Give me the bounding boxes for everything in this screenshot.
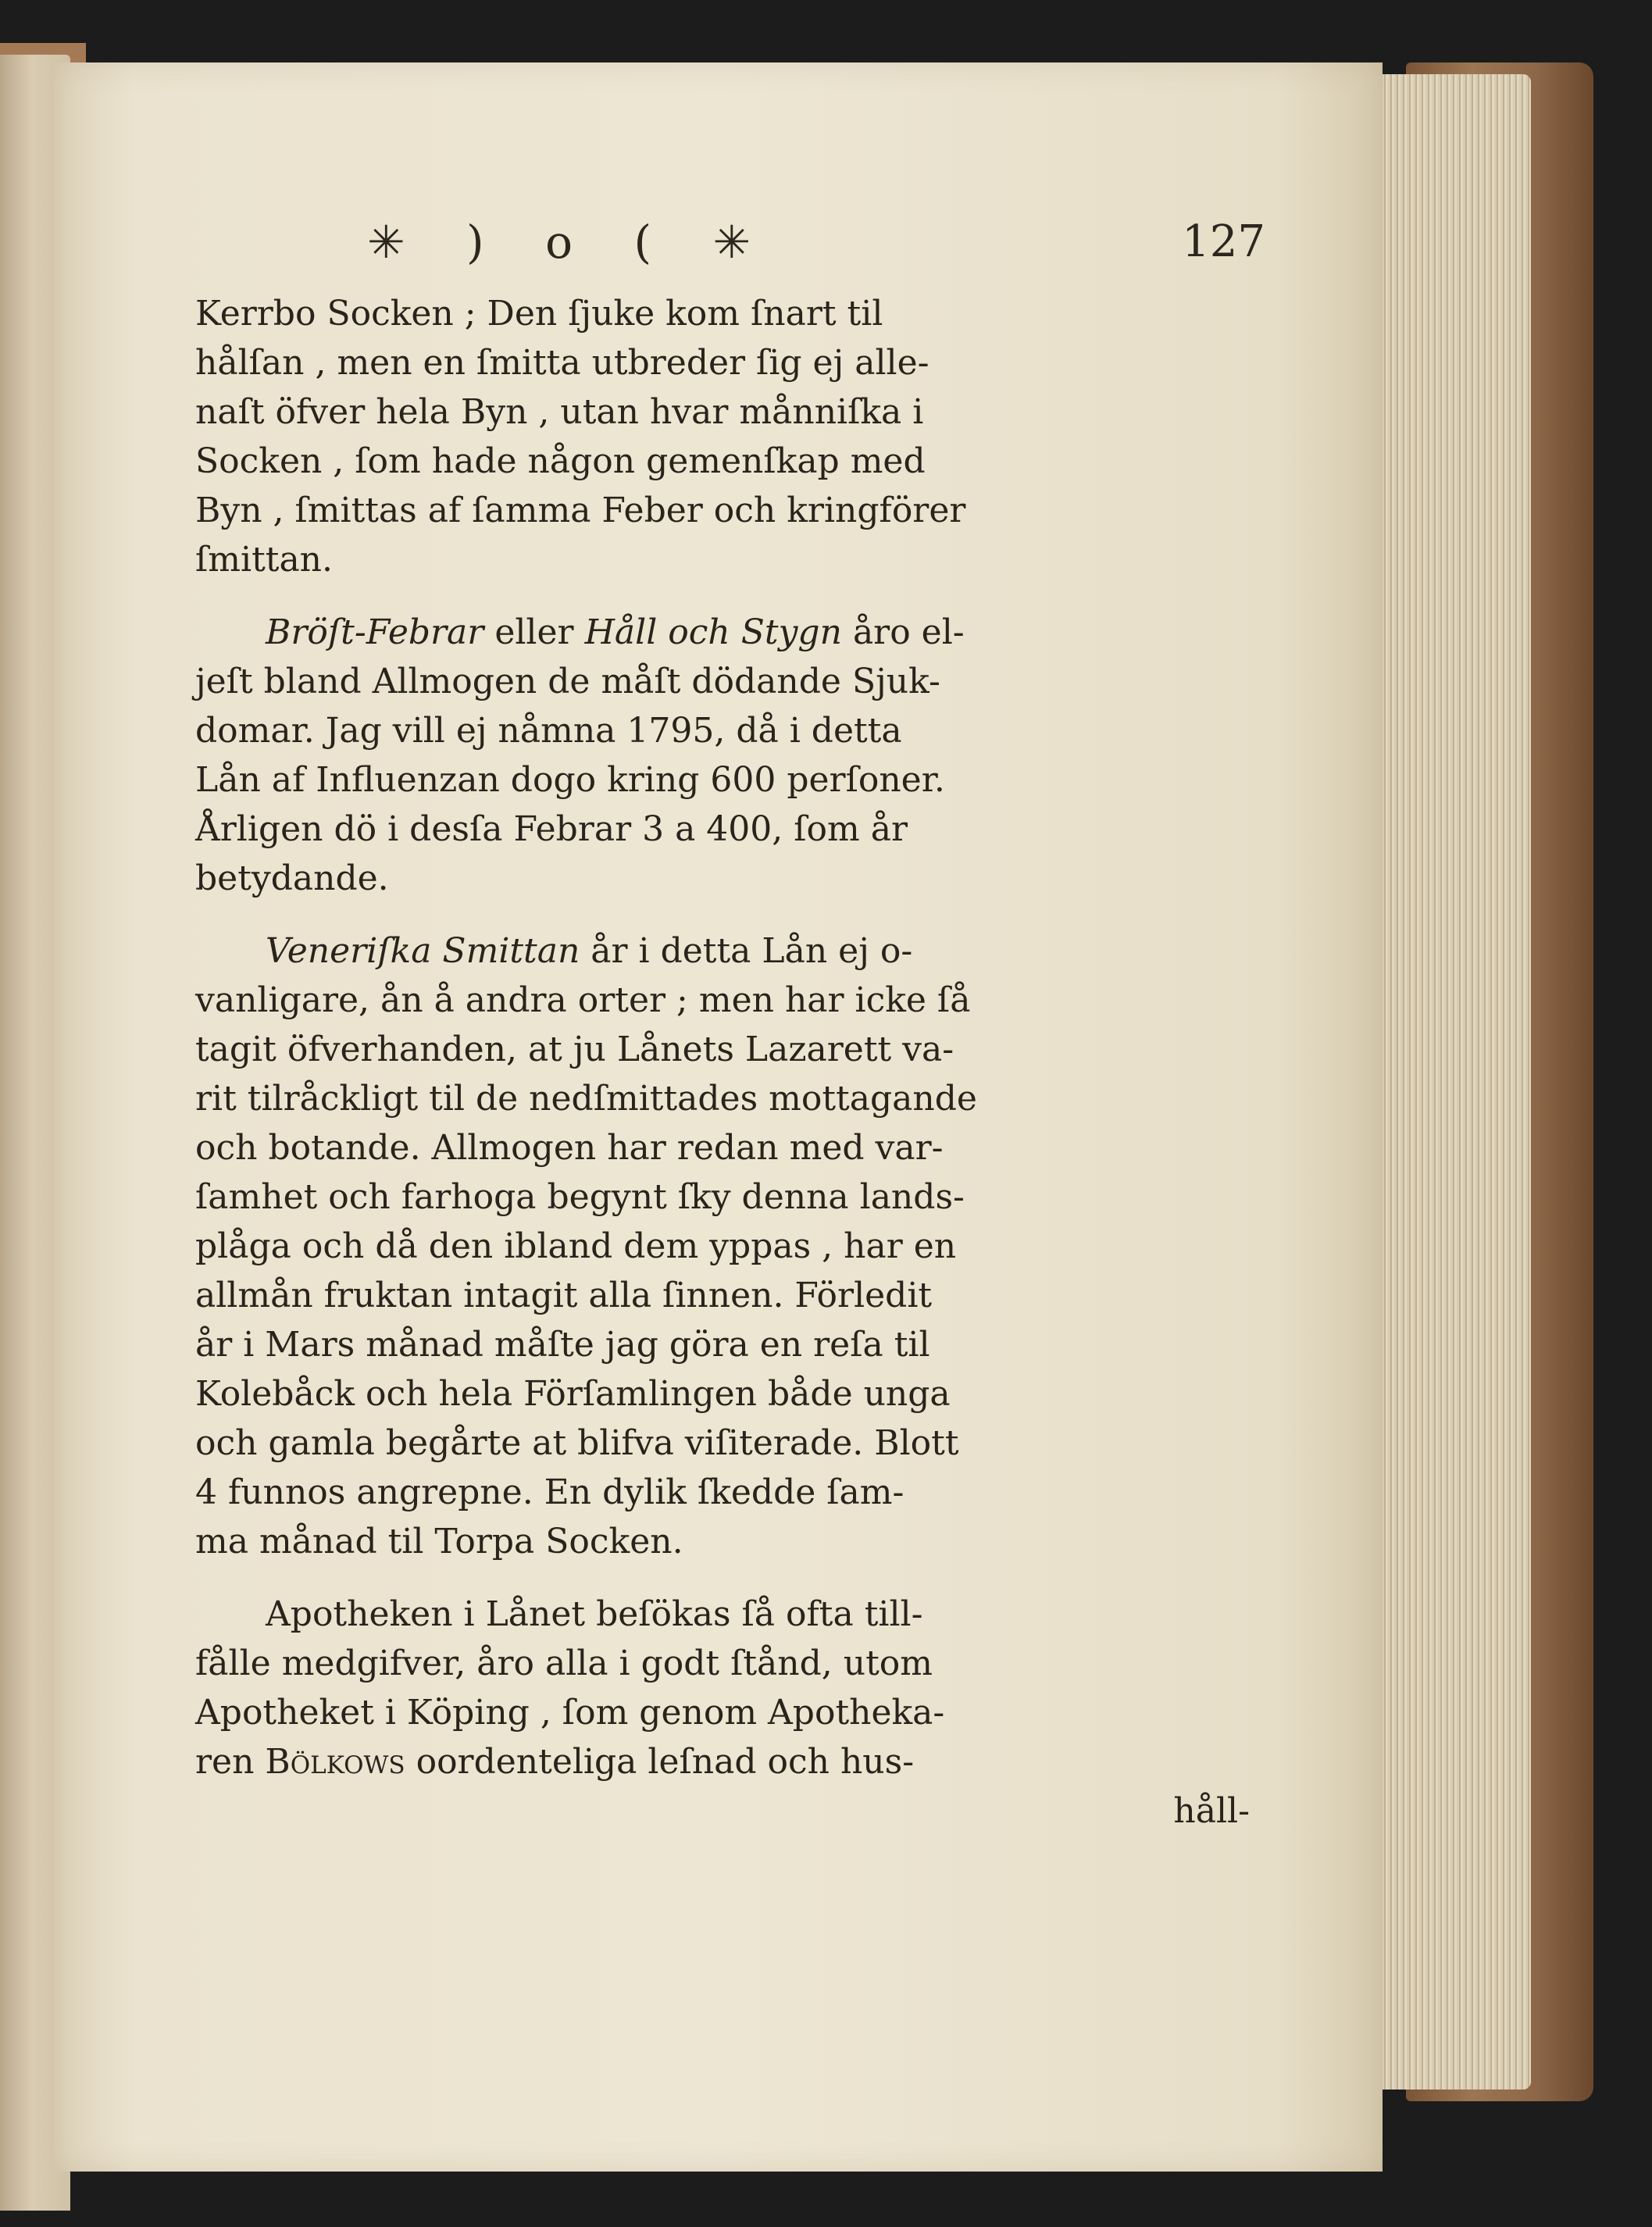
- text-line: ſamhet och farhoga begynt ſky denna lands-: [195, 1177, 965, 1217]
- paragraph-1: [195, 289, 1250, 584]
- paragraph-3: [195, 926, 1250, 1566]
- text-line: rit tilråckligt til de nedſmittades mottagande: [195, 1079, 977, 1119]
- text-line: betydande.: [195, 858, 389, 898]
- text-run: oordenteliga leſnad och hus-: [405, 1742, 915, 1782]
- text-line: Lån af Influenzan dogo kring 600 perſoner.: [195, 760, 945, 800]
- text-line: Apotheket i Köping , ſom genom Apotheka-: [195, 1693, 945, 1733]
- text-line: 4 funnos angrepne. En dylik ſkedde ſam-: [195, 1472, 904, 1512]
- text-line: [195, 608, 1250, 657]
- catchword: håll-: [1173, 1791, 1250, 1831]
- header-ornament: ✳ ) o ( ✳: [367, 216, 775, 269]
- text-line: Byn , ſmittas af ſamma Feber och kringförer: [195, 491, 966, 530]
- paragraph-4: [195, 1590, 1250, 1836]
- text-line: ſmittan.: [195, 540, 333, 580]
- text-run: ren: [195, 1742, 266, 1782]
- text-line: Årligen dö i desſa Febrar 3 a 400, ſom år: [195, 809, 908, 849]
- italic-term: Bröſt-Febrar: [266, 612, 484, 652]
- text-line: jeſt bland Allmogen de måſt dödande Sjuk-: [195, 662, 940, 701]
- text-line: naſt öfver hela Byn , utan hvar månniſka i: [195, 392, 924, 432]
- text-run: åro el-: [841, 612, 965, 652]
- text-line: Kolebåck och hela Förſamlingen både unga: [195, 1374, 951, 1414]
- text-line: domar. Jag vill ej nåmna 1795, då i detta: [195, 711, 902, 751]
- text-line: hålſan , men en ſmitta utbreder ſig ej alle-: [195, 343, 929, 383]
- small-caps-name: Bölkows: [265, 1742, 405, 1782]
- text-run: år i detta Lån ej o-: [580, 931, 913, 971]
- text-run: eller: [483, 612, 585, 652]
- text-line: tagit öfverhanden, at ju Lånets Lazarett va-: [195, 1030, 954, 1069]
- page-number: 127: [1182, 216, 1265, 267]
- text-line: vanligare, ån å andra orter ; men har icke ſå: [195, 980, 971, 1020]
- text-line: allmån fruktan intagit alla ſinnen. Förledit: [195, 1276, 933, 1315]
- text-line: [195, 926, 1250, 976]
- page-block-edge: [1363, 74, 1531, 2090]
- book-page: [55, 62, 1383, 2172]
- text-line: Socken , ſom hade någon gemenſkap med: [195, 441, 926, 481]
- text-line: Kerrbo Socken ; Den ſjuke kom ſnart til: [195, 294, 883, 334]
- text-line: fålle medgifver, åro alla i godt ſtånd, utom: [195, 1643, 933, 1683]
- text-line: plåga och då den ibland dem yppas , har en: [195, 1226, 957, 1266]
- body-text: [195, 289, 1250, 1836]
- text-line: år i Mars månad måſte jag göra en reſa til: [195, 1325, 930, 1365]
- running-head: [367, 203, 1265, 281]
- text-line: och gamla begårte at blifva viſiterade. Blott: [195, 1423, 959, 1463]
- italic-term: Veneriſka Smittan: [266, 931, 580, 971]
- text-line: [195, 1737, 1250, 1786]
- italic-term: Håll och Stygn: [584, 612, 842, 652]
- text-line: och botande. Allmogen har redan med var-: [195, 1128, 944, 1168]
- text-line: ma månad til Torpa Socken.: [195, 1522, 683, 1561]
- paragraph-2: [195, 608, 1250, 903]
- text-line: Apotheken i Lånet beſökas ſå ofta till-: [266, 1594, 923, 1634]
